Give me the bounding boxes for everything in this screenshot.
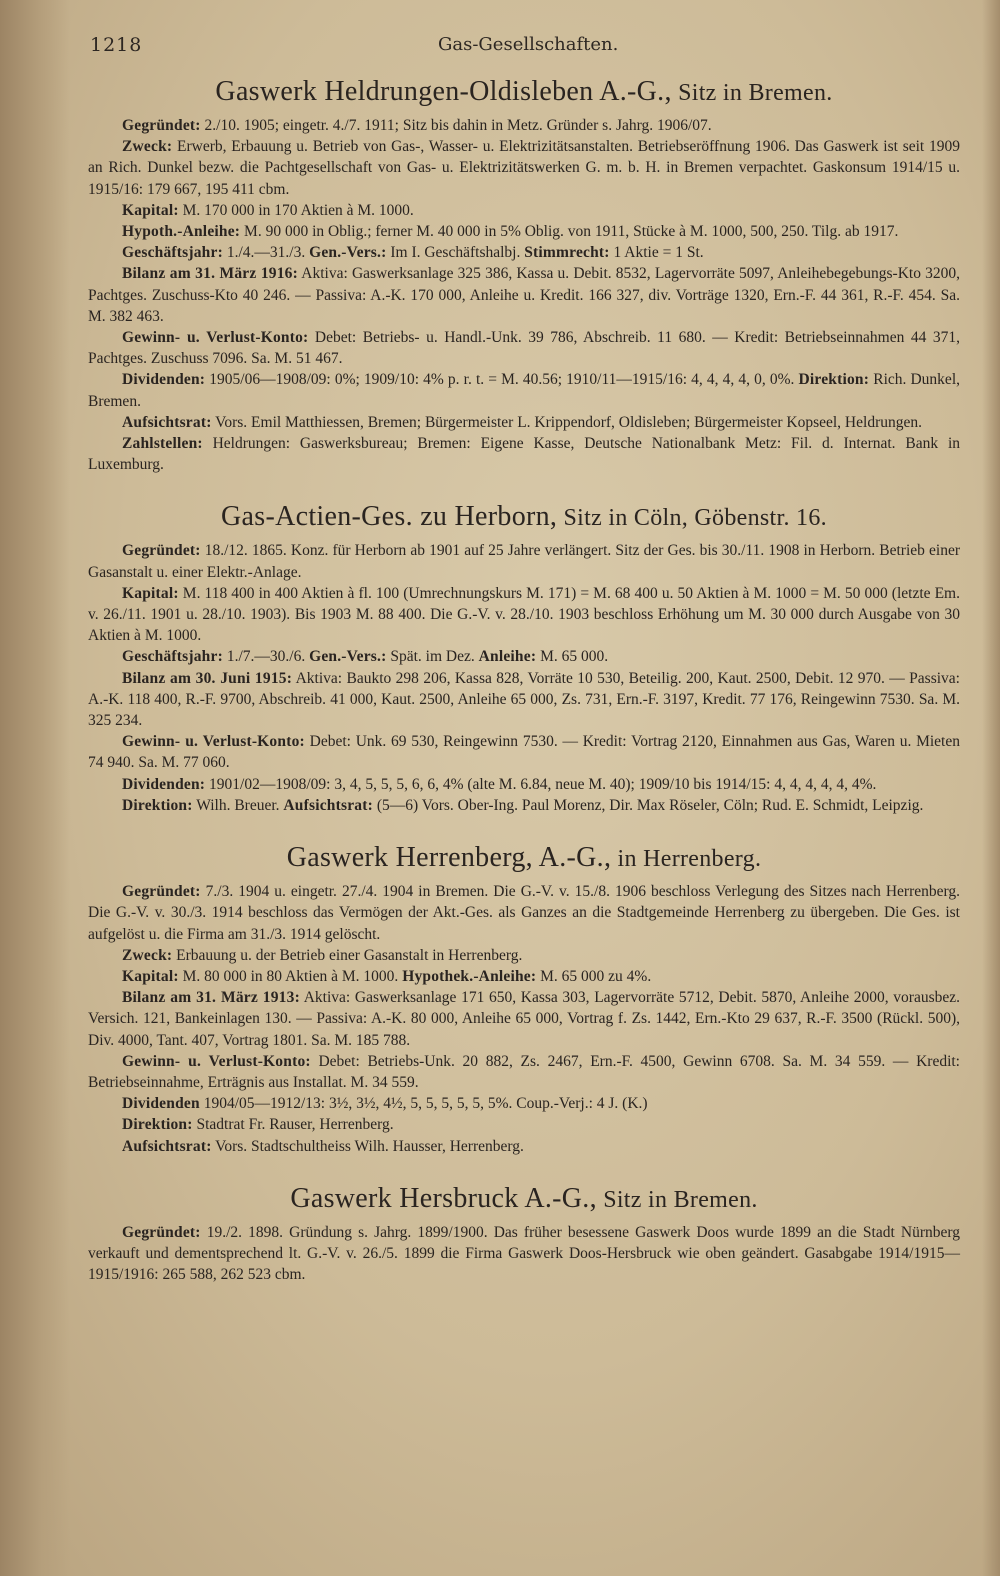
entry-paragraph <box>88 200 960 221</box>
company-title <box>88 1181 960 1218</box>
field-label: Geschäftsjahr: <box>122 244 223 262</box>
field-label: Aufsichtsrat: <box>122 1137 212 1155</box>
field-label: Direktion: <box>122 796 193 814</box>
field-label: Bilanz am 31. März 1913: <box>122 989 300 1007</box>
entry-paragraph <box>88 327 960 369</box>
field-text: Erbauung u. der Betrieb einer Gasanstalt in Herrenberg. <box>172 946 523 964</box>
running-title: Gas-Gesellschaften. <box>438 34 619 55</box>
field-label: Geschäftsjahr: <box>122 648 223 666</box>
entry-paragraph <box>88 774 960 795</box>
field-label: Kapital: <box>122 584 179 602</box>
field-label: Dividenden: <box>122 371 206 389</box>
field-label: Gegründet: <box>122 1223 201 1241</box>
entry-paragraph <box>88 242 960 263</box>
field-label: Anleihe: <box>478 648 537 666</box>
company-title <box>88 74 960 111</box>
entry-paragraph <box>88 136 960 200</box>
field-text: M. 90 000 in Oblig.; ferner M. 40 000 in 5% Oblig. von 1911, Stücke à M. 1000, 500, 250. Tilg. ab 1917. <box>240 223 899 241</box>
entry-paragraph <box>88 412 960 433</box>
company-name: Gaswerk Herrenberg, A.-G., <box>286 842 612 874</box>
company-name: Gas-Actien-Ges. zu Herborn, <box>221 501 558 533</box>
field-text: Stadtrat Fr. Rauser, Herrenberg. <box>192 1116 394 1134</box>
field-text: 1901/02—1908/09: 3, 4, 5, 5, 5, 6, 6, 4% (alte M. 6.84, neue M. 40); 1909/10 bis 1914/15: 4, 4, 4, 4, 4, 4%. <box>205 775 877 793</box>
entry-paragraph <box>88 583 960 647</box>
entry-paragraph <box>88 263 960 327</box>
field-text: Erwerb, Erbauung u. Betrieb von Gas-, Wasser- u. Elektrizitätsanstalten. Betriebseröffnung 1906. Das Gaswerk ist seit 1909 an Rich. Dunkel bezw. die Pachtgesellschaft von Gas- u. Elektrizitätswerken G. m. b. H. in Bremen verpachtet. Gaskonsum 1914/15 u. 1915/16: 179 667, 195 411 cbm. <box>88 138 960 198</box>
field-text: Vors. Emil Matthiessen, Bremen; Bürgermeister L. Krippendorf, Oldisleben; Bürgermeister Kopseel, Heldrungen. <box>211 413 922 431</box>
field-text: 1./7.—30./6. <box>222 648 310 666</box>
entry-paragraph <box>88 1222 960 1286</box>
field-label: Gen.-Vers.: <box>309 648 387 666</box>
field-text: 7./3. 1904 u. eingetr. 27./4. 1904 in Bremen. Die G.-V. v. 15./8. 1906 beschloss Verlegung des Sitzes nach Herrenberg. Die G.-V. v. 30./3. 1914 beschloss das Vermögen der Akt.-Ges. als Ganzes an die Stadtgemeinde Herrenberg zu übergeben. Die Ges. ist aufgelöst u. die Firma am 31./3. 1914 gelöscht. <box>88 883 960 943</box>
field-text: 19./2. 1898. Gründung s. Jahrg. 1899/1900. Das früher besessene Gaswerk Doos wurde 1899 an die Stadt Nürnberg verkauft und dementsprechend lt. G.-V. v. 26./5. 1899 die Firma Gaswerk Doos-Hersbruck wie oben geändert. Gasabgabe 1914/1915—1915/1916: 265 588, 262 523 cbm. <box>88 1223 960 1284</box>
field-text: Aktiva: Baukto 298 206, Kassa 828, Vorräte 10 530, Beteilig. 200, Kaut. 2500, Debit. 12 970. — Passiva: A.-K. 118 400, R.-F. 9700, Abschreib. 41 000, Kaut. 2500, Anleihe 65 000, Zs. 731, Ern.-F. 3197, Kredit. 77 176, Reingewinn 7530. Sa. M. 325 234. <box>88 669 960 730</box>
entry-paragraph <box>88 1051 960 1093</box>
field-label: Direktion: <box>122 1116 193 1134</box>
company-list <box>88 74 960 1285</box>
company-entry <box>88 1181 960 1286</box>
field-text: Aktiva: Gaswerksanlage 325 386, Kassa u. Debit. 8532, Lagervorräte 5097, Anleihebegebungs-Kto 3200, Pachtges. Zuschuss-Kto 40 246. — Passiva: A.-K. 170 000, Anleihe u. Kredit. 166 327, div. Vorträge 1320, Ern.-F. 44 361, R.-F. 454. Sa. M. 382 463. <box>88 265 960 325</box>
field-text: Spät. im Dez. <box>386 648 479 666</box>
field-label: Gewinn- u. Verlust-Konto: <box>122 733 305 751</box>
company-entry <box>88 74 960 475</box>
field-label: Stimmrecht: <box>524 244 610 262</box>
entry-paragraph <box>88 646 960 667</box>
field-label: Hypoth.-Anleihe: <box>122 223 241 241</box>
company-entry <box>88 499 960 816</box>
entry-paragraph <box>88 731 960 773</box>
entry-paragraph <box>88 1136 960 1157</box>
field-text: Debet: Betriebs-Unk. 20 882, Zs. 2467, Ern.-F. 4500, Gewinn 6708. Sa. M. 34 559. — Kredit: Betriebseinnahme, Erträgnis aus Installat. M. 34 559. <box>88 1052 960 1091</box>
company-seat: Sitz in Bremen. <box>596 1186 758 1213</box>
field-text: Wilh. Breuer. <box>192 796 284 814</box>
field-label: Bilanz am 30. Juni 1915: <box>122 669 293 687</box>
field-text: (5—6) Vors. Ober-Ing. Paul Morenz, Dir. Max Röseler, Cöln; Rud. E. Schmidt, Leipzig. <box>372 796 924 814</box>
field-text: Vors. Stadtschultheiss Wilh. Hausser, Herrenberg. <box>211 1137 524 1155</box>
field-text: 1./4.—31./3. <box>222 244 310 262</box>
company-seat: Sitz in Bremen. <box>671 80 833 106</box>
field-text: 1904/05—1912/13: 3½, 3½, 4½, 5, 5, 5, 5, 5, 5%. Coup.-Verj.: 4 J. (K.) <box>199 1095 648 1113</box>
field-text: 1 Aktie = 1 St. <box>609 244 704 262</box>
entry-paragraph <box>88 1114 960 1135</box>
entry-paragraph <box>88 433 960 475</box>
field-label: Zweck: <box>122 138 173 156</box>
field-label: Kapital: <box>122 201 179 219</box>
field-label: Dividenden: <box>122 775 206 793</box>
running-header <box>88 28 960 58</box>
entry-paragraph <box>88 987 960 1051</box>
entry-paragraph <box>88 668 960 732</box>
field-label: Gewinn- u. Verlust-Konto: <box>122 1052 311 1070</box>
entry-paragraph <box>88 221 960 242</box>
field-text: 2./10. 1905; eingetr. 4./7. 1911; Sitz bis dahin in Metz. Gründer s. Jahrg. 1906/07. <box>200 117 712 134</box>
field-label: Direktion: <box>798 371 870 389</box>
field-text: Aktiva: Gaswerksanlage 171 650, Kassa 303, Lagervorräte 5712, Debit. 5870, Anleihe 2000, vorausbez. Versich. 121, Bankeinlagen 130. — Passiva: A.-K. 80 000, Anleihe 65 000, Vortrag f. Zs. 1442, Ern.-Kto 29 637, R.-F. 3500 (Rückl. 500), Div. 4000, Tant. 407, Vortrag 1801. Sa. M. 185 788. <box>88 989 960 1049</box>
field-label: Gegründet: <box>122 117 201 134</box>
entry-paragraph <box>88 795 960 816</box>
field-label: Dividenden <box>122 1095 200 1113</box>
field-text: Heldrungen: Gaswerksbureau; Bremen: Eigene Kasse, Deutsche Nationalbank Metz: Fil. d. Internat. Bank in Luxemburg. <box>88 435 960 474</box>
entry-paragraph <box>88 540 960 582</box>
field-text: 1905/06—1908/09: 0%; 1909/10: 4% p. r. t. = M. 40.56; 1910/11—1915/16: 4, 4, 4, 4, 0, 0%. <box>205 371 799 389</box>
field-label: Zweck: <box>122 946 173 964</box>
company-name: Gaswerk Heldrungen-Oldisleben A.-G., <box>215 76 672 107</box>
page-number: 1218 <box>90 34 143 56</box>
field-text: Im I. Geschäftshalbj. <box>386 244 525 262</box>
company-seat: Sitz in Cöln, Göbenstr. 16. <box>557 505 827 532</box>
field-label: Gegründet: <box>122 883 201 901</box>
field-text: 18./12. 1865. Konz. für Herborn ab 1901 auf 25 Jahre verlängert. Sitz der Ges. bis 30./11. 1908 in Herborn. Betrieb einer Gasanstalt u. einer Elektr.-Anlage. <box>88 542 960 581</box>
field-label: Gen.-Vers.: <box>309 244 387 262</box>
field-label: Bilanz am 31. März 1916: <box>122 265 298 283</box>
field-text: M. 65 000. <box>536 648 609 666</box>
page-edge-shadow <box>0 0 70 1576</box>
entry-paragraph <box>88 369 960 411</box>
company-title <box>88 499 960 536</box>
field-text: Debet: Unk. 69 530, Reingewinn 7530. — Kredit: Vortrag 2120, Einnahmen aus Gas, Waren u. Mieten 74 940. Sa. M. 77 060. <box>88 733 960 772</box>
entry-paragraph <box>88 966 960 987</box>
entry-paragraph <box>88 881 960 945</box>
entry-paragraph <box>88 115 960 136</box>
company-entry <box>88 840 960 1157</box>
field-text: M. 80 000 in 80 Aktien à M. 1000. <box>178 967 403 985</box>
field-text: Debet: Betriebs- u. Handl.-Unk. 39 786, Abschreib. 11 680. — Kredit: Betriebseinnahmen 44 371, Pachtges. Zuschuss 7096. Sa. M. 51 467. <box>88 329 960 368</box>
field-label: Aufsichtsrat: <box>122 413 212 431</box>
field-label: Kapital: <box>122 967 179 985</box>
field-text: M. 118 400 in 400 Aktien à fl. 100 (Umrechnungskurs M. 171) = M. 68 400 u. 50 Aktien à M. 1000 = M. 50 000 (letzte Em. v. 26./11. 1901 u. 28./10. 1903). Bis 1903 M. 88 400. Die G.-V. v. 28./10. 1903 beschloss Erhöhung um M. 30 000 durch Ausgabe von 30 Aktien à M. 1000. <box>88 584 960 645</box>
field-label: Gewinn- u. Verlust-Konto: <box>122 329 309 347</box>
field-label: Zahlstellen: <box>122 435 203 453</box>
field-text: M. 65 000 zu 4%. <box>536 967 652 985</box>
field-text: Rich. Dunkel, Bremen. <box>88 371 960 410</box>
company-name: Gaswerk Hersbruck A.-G., <box>290 1182 597 1214</box>
field-text: M. 170 000 in 170 Aktien à M. 1000. <box>178 201 414 219</box>
company-title <box>88 840 960 877</box>
field-label: Gegründet: <box>122 542 201 560</box>
company-seat: in Herrenberg. <box>611 846 762 873</box>
field-label: Hypothek.-Anleihe: <box>402 967 537 985</box>
entry-paragraph <box>88 1093 960 1114</box>
page-edge-shadow-right <box>982 0 1000 1576</box>
field-label: Aufsichtsrat: <box>283 796 373 814</box>
entry-paragraph <box>88 945 960 966</box>
